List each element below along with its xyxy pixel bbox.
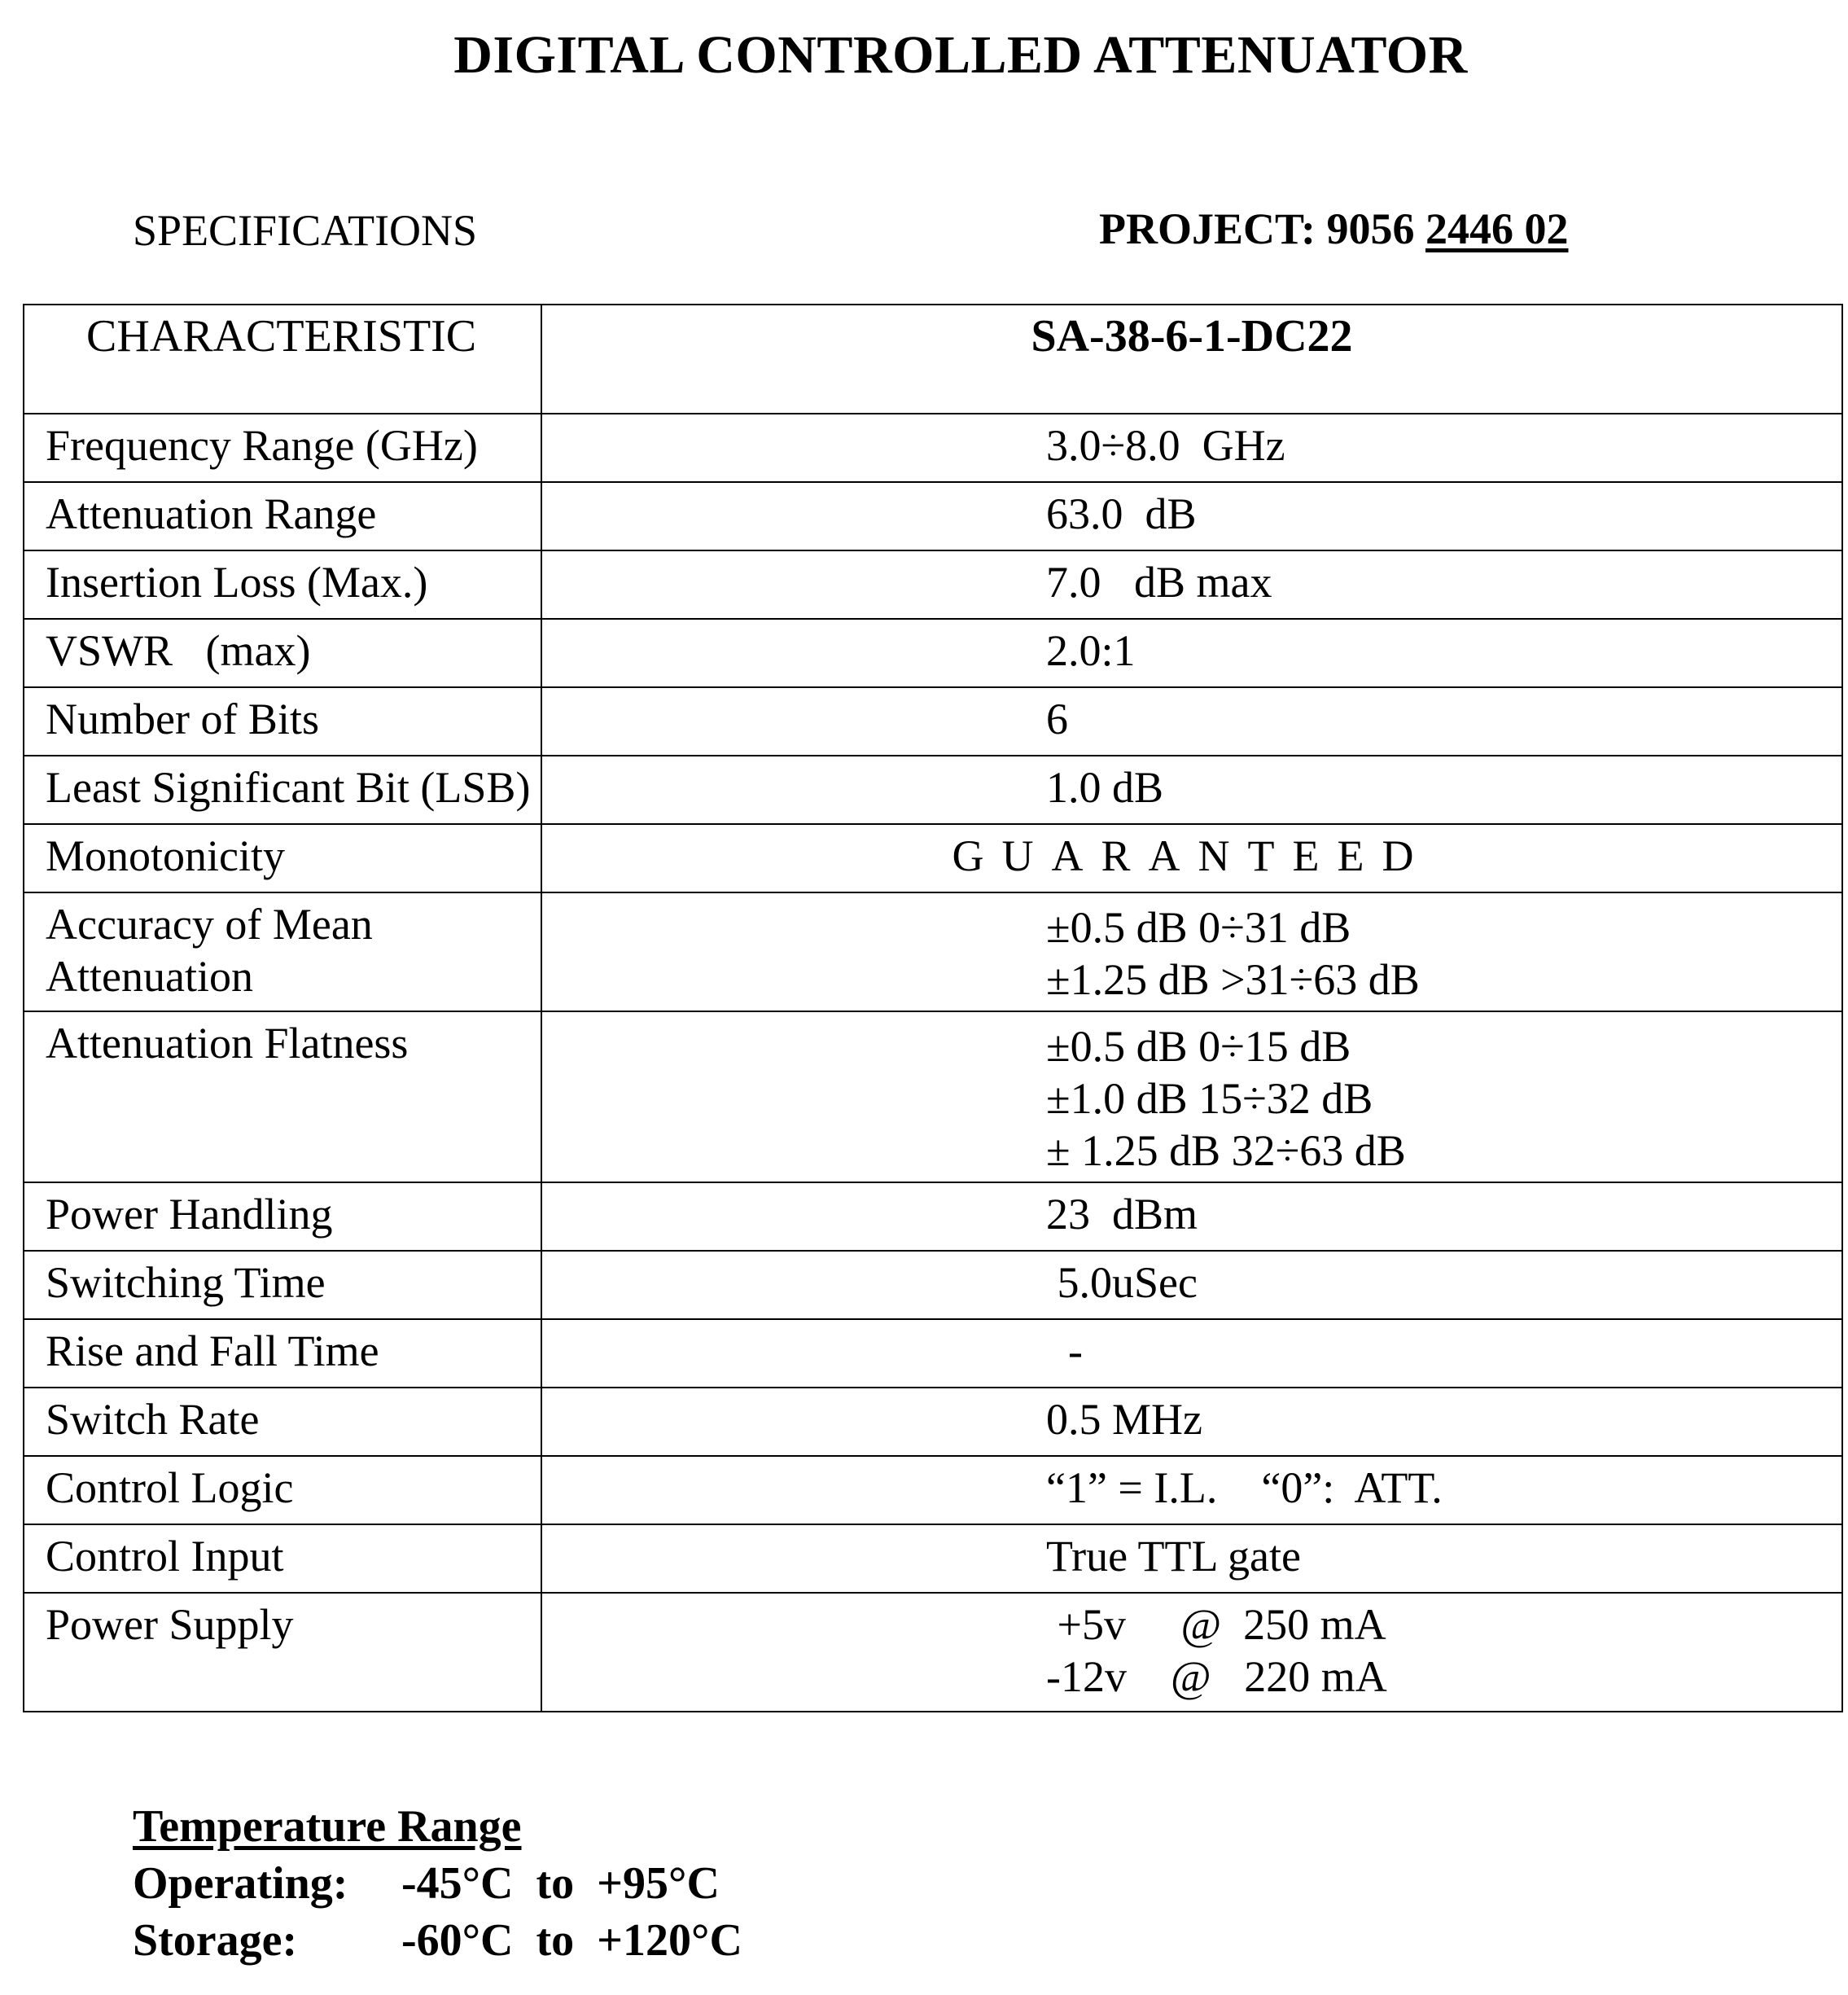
table-row [24, 1524, 1842, 1593]
table-row [24, 687, 1842, 756]
value-line: 23 dBm [1046, 1190, 1198, 1239]
table-row [24, 756, 1842, 824]
document-title: DIGITAL CONTROLLED ATTENUATOR [453, 25, 1468, 85]
row-label: Control Input [24, 1524, 541, 1593]
project-number [1099, 204, 1569, 254]
operating-temperature [133, 1855, 742, 1912]
table-row [24, 1388, 1842, 1456]
row-value [541, 1593, 1842, 1712]
row-value [541, 687, 1842, 756]
table-row [24, 1251, 1842, 1319]
row-label: Number of Bits [24, 687, 541, 756]
value-line: ±1.0 dB 15÷32 dB [1046, 1074, 1373, 1123]
storage-value: -60°C to +120°C [401, 1915, 742, 1966]
value-line: -12v @ 220 mA [1046, 1652, 1387, 1701]
row-value [541, 756, 1842, 824]
row-label: VSWR (max) [24, 619, 541, 687]
value-line: +5v @ 250 mA [1046, 1600, 1386, 1649]
row-label: Switching Time [24, 1251, 541, 1319]
row-label: Frequency Range (GHz) [24, 414, 541, 482]
value-line: “1” = I.L. “0”: ATT. [1046, 1463, 1443, 1512]
table-row [24, 550, 1842, 619]
value-line: 2.0:1 [1046, 626, 1136, 675]
table-row [24, 1593, 1842, 1712]
specifications-label: SPECIFICATIONS [133, 206, 478, 255]
value-line: ±1.25 dB >31÷63 dB [1046, 955, 1420, 1004]
project-prefix: PROJECT: 9056 [1099, 204, 1425, 253]
project-suffix: 2446 02 [1425, 204, 1569, 253]
row-value [541, 1182, 1842, 1251]
value-line: 7.0 dB max [1046, 558, 1272, 607]
table-row [24, 824, 1842, 892]
table-row [24, 1456, 1842, 1524]
row-label: Attenuation Flatness [24, 1011, 541, 1182]
value-line: 5.0uSec [1046, 1258, 1198, 1307]
row-label: Power Handling [24, 1182, 541, 1251]
temperature-range-section [133, 1798, 742, 1969]
value-line: 63.0 dB [1046, 489, 1197, 538]
table-row [24, 414, 1842, 482]
temperature-range-heading: Temperature Range [133, 1801, 522, 1852]
row-value [541, 1524, 1842, 1593]
operating-value: -45°C to +95°C [401, 1858, 720, 1909]
value-line: ±0.5 dB 0÷15 dB [1046, 1022, 1351, 1071]
value-line: ± 1.25 dB 32÷63 dB [1046, 1126, 1406, 1175]
table-row [24, 619, 1842, 687]
row-value [541, 892, 1842, 1011]
storage-label: Storage: [133, 1915, 298, 1966]
row-value [541, 1319, 1842, 1388]
row-value [541, 414, 1842, 482]
row-value [541, 550, 1842, 619]
header-characteristic: CHARACTERISTIC [24, 305, 541, 414]
row-label: Insertion Loss (Max.) [24, 550, 541, 619]
storage-temperature [133, 1912, 742, 1969]
table-row [24, 1182, 1842, 1251]
row-value [541, 1251, 1842, 1319]
row-value [541, 1388, 1842, 1456]
row-label: Accuracy of Mean Attenuation [24, 892, 541, 1011]
row-label: Attenuation Range [24, 482, 541, 550]
table-row [24, 482, 1842, 550]
value-line: 1.0 dB [1046, 763, 1164, 812]
row-value [541, 1011, 1842, 1182]
row-value [541, 619, 1842, 687]
operating-label: Operating: [133, 1858, 348, 1909]
row-label: Rise and Fall Time [24, 1319, 541, 1388]
guaranteed-value: GUARANTEED [541, 824, 1842, 892]
table-header-row [24, 305, 1842, 414]
table-row [24, 1319, 1842, 1388]
row-label: Control Logic [24, 1456, 541, 1524]
specifications-table [23, 304, 1843, 1712]
row-value [541, 482, 1842, 550]
table-row [24, 1011, 1842, 1182]
row-label: Power Supply [24, 1593, 541, 1712]
value-line: 3.0÷8.0 GHz [1046, 421, 1285, 470]
row-label: Least Significant Bit (LSB) [24, 756, 541, 824]
header-model: SA-38-6-1-DC22 [541, 305, 1842, 414]
row-value [541, 1456, 1842, 1524]
value-line: - [1046, 1326, 1083, 1375]
value-line: True TTL gate [1046, 1532, 1301, 1581]
value-line: 0.5 MHz [1046, 1395, 1202, 1444]
value-line: 6 [1046, 695, 1068, 743]
row-label: Monotonicity [24, 824, 541, 892]
table-row [24, 892, 1842, 1011]
row-label: Switch Rate [24, 1388, 541, 1456]
value-line: ±0.5 dB 0÷31 dB [1046, 903, 1351, 952]
